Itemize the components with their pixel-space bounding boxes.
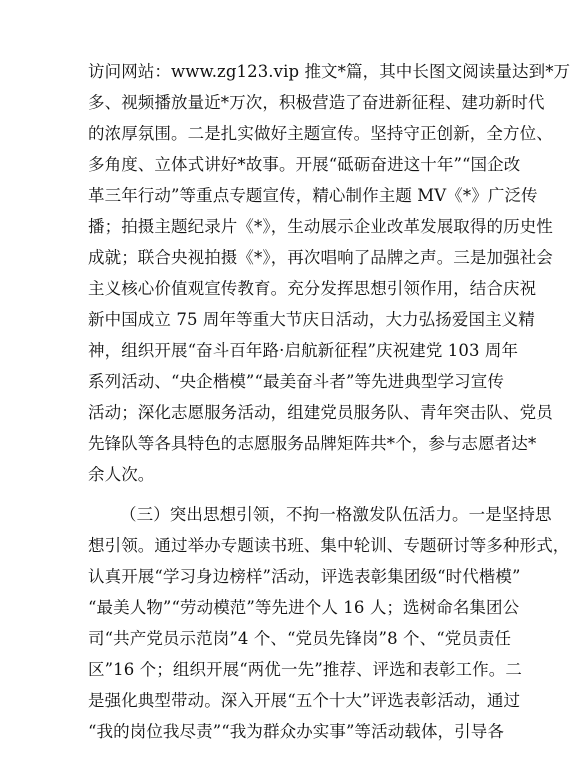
text-line: 主义核心价值观宣传教育。充分发挥思想引领作用，结合庆祝 (88, 279, 537, 298)
text-line: 多、视频播放量近*万次，积极营造了奋进新征程、建功新时代 (88, 93, 545, 112)
text-line: 神，组织开展“奋斗百年路·启航新征程”庆祝建党 103 周年 (88, 341, 519, 360)
text-line: 司“共产党员示范岗”4 个、“党员先锋岗”8 个、“党员责任 (88, 629, 512, 648)
text-line: 访问网站：www.zg123.vip 推文*篇，其中长图文阅读量达到*万 (88, 62, 571, 81)
text-line: 多角度、立体式讲好*故事。开展“砥砺奋进这十年”“国企改 (88, 155, 521, 174)
text-line: 区”16 个；组织开展“两优一先”推荐、评选和表彰工作。二 (88, 660, 522, 679)
text-line: 认真开展“学习身边榜样”活动，评选表彰集团级“时代楷模” (88, 567, 521, 586)
text-line: 是强化典型带动。深入开展“五个十大”评选表彰活动，通过 (88, 691, 521, 710)
text-line: 新中国成立 75 周年等重大节庆日活动，大力弘扬爱国主义精 (88, 310, 535, 329)
paragraph-first-line: （三）突出思想引领，不拘一格激发队伍活力。一是坚持思 (120, 505, 552, 524)
text-line: 播；拍摄主题纪录片《*》，生动展示企业改革发展取得的历史性 (88, 217, 553, 236)
text-line: 想引领。通过举办专题读书班、集中轮训、专题研讨等多种形式， (88, 536, 570, 555)
text-line: 成就；联合央视拍摄《*》，再次唱响了品牌之声。三是加强社会 (88, 248, 553, 267)
text-line: 系列活动、“央企楷模”“最美奋斗者”等先进典型学习宣传 (88, 372, 504, 391)
text-line: 活动；深化志愿服务活动，组建党员服务队、青年突击队、党员 (88, 403, 553, 422)
text-line: 革三年行动”等重点专题宣传，精心制作主题 MV《*》广泛传 (88, 186, 538, 205)
text-line: 先锋队等各具特色的志愿服务品牌矩阵共*个，参与志愿者达* (88, 434, 537, 453)
text-line: 余人次。 (88, 465, 155, 484)
text-line: “最美人物”“劳动模范”等先进个人 16 人；选树命名集团公 (88, 598, 520, 617)
text-line: 的浓厚氛围。二是扎实做好主题宣传。坚持守正创新，全方位、 (88, 124, 553, 143)
text-line: “我的岗位我尽责”“我为群众办实事”等活动载体，引导各 (88, 722, 504, 741)
